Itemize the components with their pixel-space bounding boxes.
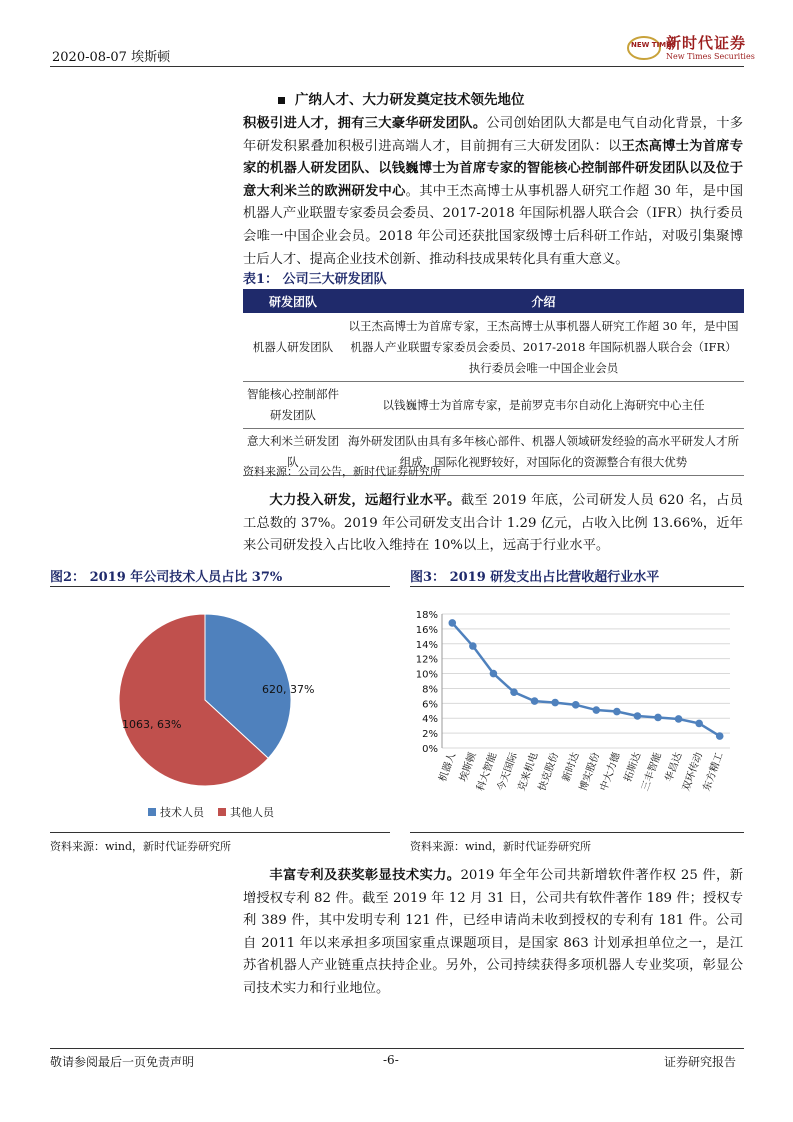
y-tick-label: 14%	[415, 639, 438, 651]
line-chart	[410, 592, 744, 832]
footer-report-type: 证券研究报告	[664, 1055, 737, 1069]
x-tick-label: 拓斯达	[622, 751, 644, 784]
fig2-caption: 图2： 2019 年公司技术人员占比 37%	[50, 570, 283, 585]
x-tick-label: 三丰智能	[639, 751, 664, 793]
section-title-text: 广纳人才、大力研发奠定技术领先地位	[295, 92, 525, 108]
bullet-square-icon	[278, 97, 285, 104]
fig3-bottom-divider	[410, 832, 744, 833]
data-point	[654, 714, 662, 722]
company-logo	[626, 30, 776, 66]
para2-text: 截至 2019 年底，公司研发人员 620 名，占员工总数的 37%。2019 年公司研发支出合计 1.29 亿元，占收入比例 13.66%，近年来公司研发投入占比收入维持在 10%以上，远高于行业水平。	[243, 493, 743, 554]
table-source: 资料来源：公司公告，新时代证券研究所	[243, 465, 441, 478]
para2-bold-lead: 大力投入研发，远超行业水平。	[269, 493, 461, 508]
fig2-source: 资料来源：wind，新时代证券研究所	[50, 840, 232, 853]
x-tick-label: 克来机电	[516, 751, 541, 793]
fig2-bottom-divider	[50, 832, 390, 833]
data-point	[634, 712, 642, 720]
section-title	[278, 88, 525, 108]
pie-data-label-other: 1063, 63%	[122, 718, 182, 731]
data-point	[510, 688, 518, 696]
x-tick-label: 埃斯顿	[458, 751, 479, 784]
data-point	[716, 732, 724, 740]
data-point	[448, 619, 456, 627]
paragraph-rd-investment	[243, 490, 743, 558]
y-tick-label: 16%	[415, 624, 438, 636]
footer-page-number: -6-	[383, 1053, 399, 1067]
y-tick-label: 6%	[422, 699, 438, 711]
x-tick-label: 机器人	[437, 751, 459, 784]
x-tick-label: 今天国际	[495, 751, 520, 793]
logo-mark-text: NEW TIMES	[631, 41, 676, 49]
x-tick-label: 快克股份	[536, 751, 561, 793]
table-cell-team: 智能核心控制部件研发团队	[243, 382, 343, 429]
y-tick-label: 0%	[422, 744, 438, 755]
logo-mark-icon	[626, 30, 676, 66]
footer-disclaimer: 敬请参阅最后一页免责声明	[50, 1055, 195, 1069]
y-tick-label: 8%	[422, 684, 438, 696]
y-tick-label: 4%	[422, 714, 438, 726]
table-header-row	[243, 289, 744, 313]
y-tick-label: 18%	[415, 610, 438, 621]
x-tick-label: 双环传动	[680, 751, 705, 793]
table-row	[243, 313, 744, 382]
table-caption: 表1： 公司三大研发团队	[243, 272, 387, 287]
para1-bold-lead: 积极引进人才，拥有三大豪华研发团队。	[243, 116, 487, 131]
x-tick-label: 东方精工	[701, 751, 726, 793]
table-header-intro: 介绍	[343, 289, 744, 313]
paragraph-talent	[243, 113, 743, 271]
pie-data-label-tech: 620, 37%	[262, 683, 315, 696]
legend-swatch-tech	[148, 808, 156, 816]
table-cell-intro: 以王杰高博士为首席专家，王杰高博士从事机器人研究工作超 30 年，是中国机器人产业联盟专家委员会委员、2017-2018 年国际机器人联合会（IFR）执行委员会唯一中国企业会员	[343, 313, 744, 382]
header-date-author: 2020-08-07 埃斯顿	[52, 50, 171, 65]
data-point	[592, 706, 600, 714]
x-tick-label: 科大智能	[475, 751, 500, 793]
table-header-team: 研发团队	[243, 289, 343, 313]
data-point	[572, 701, 580, 709]
table-cell-team: 意大利米兰研发团队	[243, 429, 343, 476]
x-tick-label: 华昌达	[663, 751, 685, 784]
data-point	[490, 670, 498, 678]
fig2-caption-divider	[50, 586, 390, 587]
legend-swatch-other	[218, 808, 226, 816]
y-tick-label: 12%	[415, 654, 438, 666]
x-tick-label: 中大力德	[598, 751, 623, 793]
rd-teams-table	[243, 289, 744, 476]
table-cell-intro: 以钱巍博士为首席专家，是前罗克韦尔自动化上海研究中心主任	[343, 382, 744, 429]
table-cell-intro: 海外研发团队由具有多年核心部件、机器人领域研发经验的高水平研发人才所组成，国际化视野较好，对国际化的资源整合有很大优势	[343, 429, 744, 476]
data-point	[675, 715, 683, 723]
data-point	[613, 708, 621, 716]
data-point	[531, 697, 539, 705]
paragraph-patents	[243, 865, 743, 1001]
para3-bold-lead: 丰富专利及获奖彰显技术实力。	[269, 868, 461, 883]
para3-text: 2019 年全年公司共新增软件著作权 25 件，新增授权专利 82 件。截至 2019 年 12 月 31 日，公司共有软件著作 189 件；授权专利 389 件，其中发明专利 121 件，已经申请尚未收到授权的专利有 181 件。公司自 2011 年以来承担多项国家重点课题项目，是国家 863 计划承担单位之一，是江苏省机器人产业链重点扶持企业。另外，公司持续获得多项机器人专业奖项，彰显公司技术实力和行业地位。	[243, 868, 743, 996]
fig3-caption: 图3： 2019 研发支出占比营收超行业水平	[410, 570, 660, 585]
y-tick-label: 10%	[415, 669, 438, 681]
para1-text-a: 公司创始团队大都是电气自动化背景，十多年研发积累叠加积极引进高端人才，目前拥有三大研发团队：以	[243, 116, 744, 154]
data-point	[551, 699, 559, 707]
footer-divider	[50, 1048, 744, 1049]
fig3-source: 资料来源：wind，新时代证券研究所	[410, 840, 592, 853]
table-cell-team: 机器人研发团队	[243, 313, 343, 382]
x-tick-label: 博实股份	[578, 751, 603, 793]
logo-en: New Times Securities	[666, 52, 755, 61]
y-tick-label: 2%	[422, 729, 438, 741]
data-point	[695, 720, 703, 728]
header-divider	[50, 66, 744, 67]
pie-chart	[50, 592, 390, 832]
legend-label-tech: 技术人员	[160, 806, 204, 819]
x-tick-label: 新时达	[560, 751, 582, 784]
para1-text-b: 。其中王杰高博士从事机器人研究工作超 30 年，是中国机器人产业联盟专家委员会委员、2017-2018 年国际机器人联合会（IFR）执行委员会唯一中国企业会员。2018 年公司还获批国家级博士后科研工作站，对吸引集聚博士后人才、提高企业技术创新、推动科技成果转化具有重大意义。	[243, 183, 743, 267]
logo-cn: 新时代证券	[666, 34, 747, 52]
pie-slices	[119, 614, 291, 786]
fig3-caption-divider	[410, 586, 744, 587]
table-row	[243, 382, 744, 429]
data-point	[469, 642, 477, 650]
para1-bold-teams: 王杰高博士为首席专家的机器人研发团队、以钱巍博士为首席专家的智能核心控制部件研发团队以及位于意大利米兰的欧洲研发中心	[243, 138, 743, 199]
legend-label-other: 其他人员	[230, 806, 274, 819]
